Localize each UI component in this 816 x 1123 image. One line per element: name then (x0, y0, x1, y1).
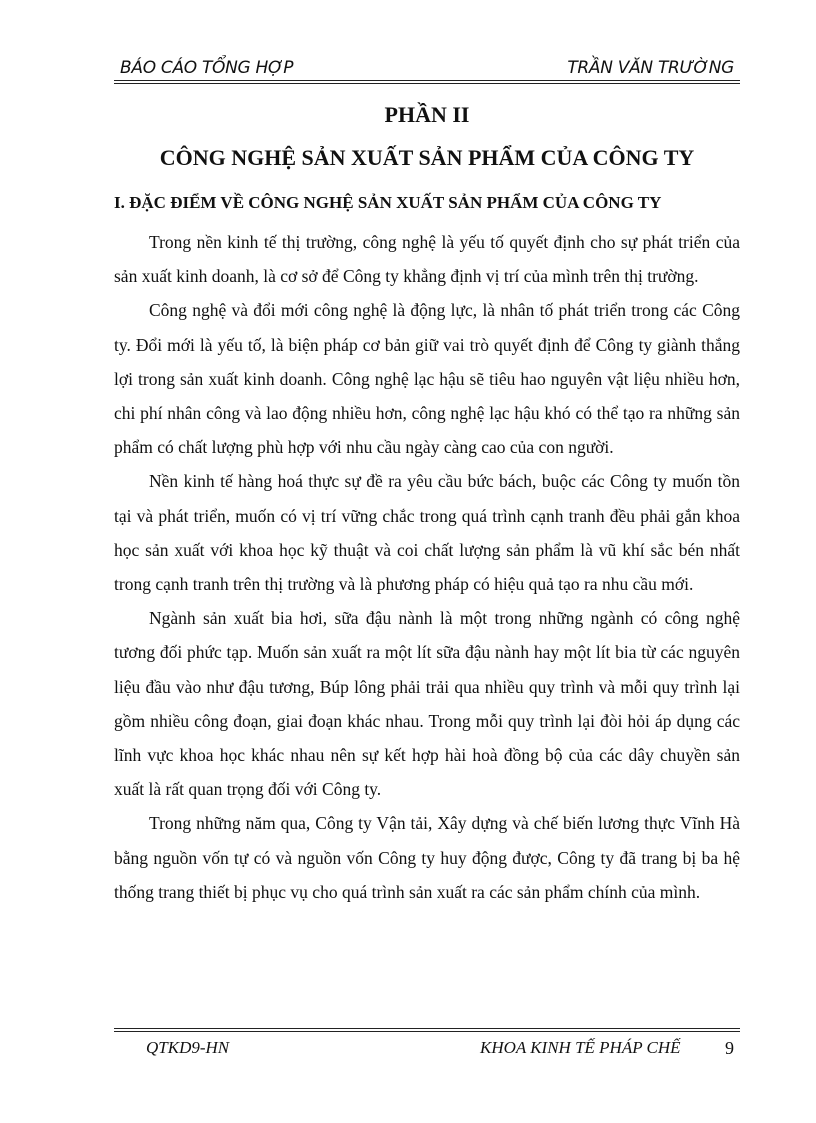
section-heading: I. ĐẶC ĐIỂM VỀ CÔNG NGHỆ SẢN XUẤT SẢN PHẨM CỦA CÔNG TY (114, 193, 662, 212)
footer-rule-thin (114, 1031, 740, 1032)
paragraph: Công nghệ và đổi mới công nghệ là động lực, là nhân tố phát triển trong các Công ty. Đổi mới là yếu tố, là biện pháp cơ bản giữ vai trò quyết định để Công ty giành thắng lợi trong sản xuất kinh doanh. Công nghệ lạc hậu sẽ tiêu hao nguyên vật liệu nhiều hơn, chi phí nhân công và lao động nhiều hơn, công nghệ lạc hậu khó có thể tạo ra những sản phẩm có chất lượng phù hợp với nhu cầu ngày càng cao của con người. (114, 300, 740, 458)
paragraph: Trong nền kinh tế thị trường, công nghệ là yếu tố quyết định cho sự phát triển của sản xuất kinh doanh, là cơ sở để Công ty khẳng định vị trí của mình trên thị trường. (114, 232, 740, 287)
header-rule-thin (114, 83, 740, 84)
paragraph: Trong những năm qua, Công ty Vận tải, Xây dựng và chế biến lương thực Vĩnh Hà bằng nguồn vốn tự có và nguồn vốn Công ty huy động được, Công ty đã trang bị ba hệ thống trang thiết bị phục vụ cho quá trình sản xuất ra các sản phẩm chính của mình. (114, 813, 740, 902)
page-number: 9 (725, 1038, 734, 1058)
footer-rule (114, 1028, 740, 1029)
footer-class-code: QTKD9-HN (146, 1038, 230, 1057)
page-header (114, 50, 740, 84)
header-rule (114, 80, 740, 81)
paragraph: Ngành sản xuất bia hơi, sữa đậu nành là một trong những ngành có công nghệ tương đối phức tạp. Muốn sản xuất ra một lít sữa đậu nành hay một lít bia từ các nguyên liệu đầu vào như đậu tương, Búp lông phải trải qua nhiều quy trình và mỗi quy trình lại gồm nhiều công đoạn, giai đoạn khác nhau. Trong mỗi quy trình lại đòi hỏi áp dụng các lĩnh vực khoa học khác nhau nên sự kết hợp hài hoà đồng bộ của các dây chuyền sản xuất là rất quan trọng đối với Công ty. (114, 608, 740, 800)
footer-faculty: KHOA KINH TẾ PHÁP CHẾ (480, 1038, 681, 1057)
page-footer (114, 1028, 740, 1068)
chapter-title: CÔNG NGHỆ SẢN XUẤT SẢN PHẨM CỦA CÔNG TY (159, 145, 695, 170)
paragraph: Nền kinh tế hàng hoá thực sự đề ra yêu cầu bức bách, buộc các Công ty muốn tồn tại và phát triển, muốn có vị trí vững chắc trong quá trình cạnh tranh đều phải gắn khoa học sản xuất với khoa học kỹ thuật và coi chất lượng sản phẩm là vũ khí sắc bén nhất trong cạnh tranh trên thị trường và là phương pháp có hiệu quả tạo ra nhu cầu mới. (114, 471, 740, 595)
part-title: PHẦN II (384, 102, 470, 127)
header-author: TRẦN VĂN TRƯỜNG (567, 58, 734, 78)
body-text (114, 225, 740, 909)
header-report-title: BÁO CÁO TỔNG HỢP (120, 58, 294, 78)
